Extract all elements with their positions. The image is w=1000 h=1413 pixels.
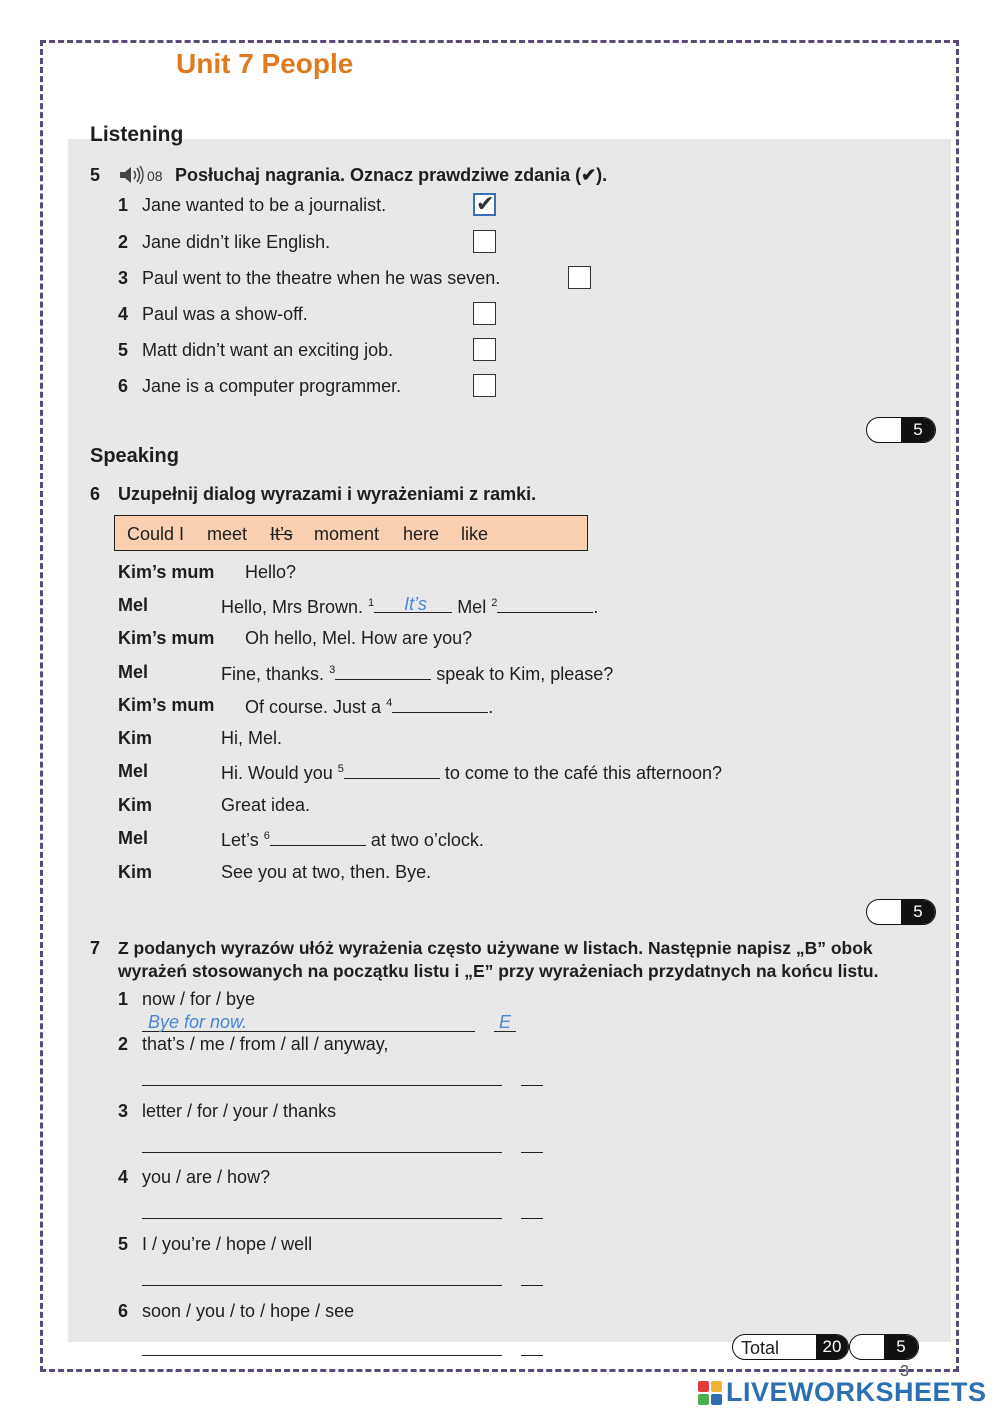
logo-text: LIVEWORKSHEETS	[726, 1377, 987, 1407]
dialog-speaker: Kim	[118, 728, 153, 748]
exercise-number: 6	[90, 484, 101, 504]
item-number: 6	[118, 1301, 129, 1321]
dialog-text: at two o’clock.	[370, 830, 484, 850]
letter-line-2[interactable]	[521, 1066, 543, 1086]
true-checkbox-5[interactable]	[473, 338, 496, 361]
item-number: 2	[118, 1034, 129, 1054]
score-value: 5	[901, 418, 935, 442]
dialog-text: Hello, Mrs Brown.	[221, 597, 364, 617]
score-value: 5	[884, 1335, 918, 1359]
word-prompt: now / for / bye	[142, 989, 256, 1009]
dialog-text: Of course. Just a	[245, 697, 382, 717]
true-checkbox-2[interactable]	[473, 230, 496, 253]
dialog-text: Mel	[457, 597, 487, 617]
true-checkbox-4[interactable]	[473, 302, 496, 325]
audio-track-number: 08	[147, 168, 163, 184]
gap-number: 3	[329, 664, 336, 676]
gap-2-input[interactable]	[497, 595, 593, 613]
dialog-line: See you at two, then. Bye.	[221, 862, 432, 882]
dialog-speaker: Kim’s mum	[118, 562, 215, 582]
dialog-text: Hi. Would you	[221, 763, 333, 783]
statement-text: Jane is a computer programmer.	[142, 376, 402, 396]
score-badge	[866, 417, 936, 443]
dialog-speaker: Mel	[118, 761, 149, 781]
item-number: 5	[118, 340, 129, 360]
dialog-line: Hello?	[245, 562, 297, 582]
item-number: 6	[118, 376, 129, 396]
letter-line-3[interactable]	[521, 1133, 543, 1153]
dialog-text: to come to the café this afternoon?	[444, 763, 723, 783]
dialog-speaker: Kim	[118, 795, 153, 815]
true-checkbox-6[interactable]	[473, 374, 496, 397]
word-prompt: soon / you / to / hope / see	[142, 1301, 355, 1321]
gap-3-input[interactable]	[335, 662, 431, 680]
dialog-line: Oh hello, Mel. How are you?	[245, 628, 473, 648]
word-prompt: that’s / me / from / all / anyway,	[142, 1034, 389, 1054]
answer-line-2[interactable]	[142, 1066, 502, 1086]
dialog-text: .	[488, 697, 494, 717]
gap-number: 2	[491, 597, 498, 609]
item-number: 2	[118, 232, 129, 252]
answer-line-4[interactable]	[142, 1199, 502, 1219]
statement-text: Matt didn’t want an exciting job.	[142, 340, 394, 360]
gap-5-input[interactable]	[344, 761, 440, 779]
true-checkbox-1[interactable]	[473, 193, 496, 216]
dialog-speaker: Mel	[118, 662, 149, 682]
dialog-speaker: Mel	[118, 595, 149, 615]
gap-1-input[interactable]	[374, 595, 452, 613]
exercise-instruction-line-2: wyrażeń stosowanych na początku listu i „E” przy wyrażeniach przydatnych na końcu listu.	[118, 961, 879, 981]
answer-line-6[interactable]	[142, 1336, 502, 1356]
dialog-text: speak to Kim, please?	[436, 664, 614, 684]
statement-text: Paul went to the theatre when he was seven.	[142, 268, 501, 288]
statement-text: Jane didn’t like English.	[142, 232, 331, 252]
item-number: 5	[118, 1234, 129, 1254]
dialog-line	[221, 662, 613, 685]
word-box-item: Could I	[127, 524, 185, 544]
statement-text: Paul was a show-off.	[142, 304, 308, 324]
item-number: 1	[118, 989, 129, 1009]
exercise-instruction: Posłuchaj nagrania. Oznacz prawdziwe zdania (✔).	[175, 165, 608, 185]
total-label: Total	[741, 1338, 780, 1358]
answer-text-1: Bye for now.	[148, 1012, 248, 1032]
gap-1-answer: It’s	[404, 594, 427, 614]
item-number: 3	[118, 268, 129, 288]
word-box-item: moment	[314, 524, 380, 544]
dialog-speaker: Kim’s mum	[118, 628, 215, 648]
letter-answer-1: E	[499, 1012, 512, 1032]
word-box-item: here	[403, 524, 440, 544]
dialog-line: Hi, Mel.	[221, 728, 283, 748]
word-prompt: I / you’re / hope / well	[142, 1234, 313, 1254]
word-box	[114, 515, 588, 551]
dialog-speaker: Kim	[118, 862, 153, 882]
dialog-speaker: Mel	[118, 828, 149, 848]
total-value: 20	[816, 1335, 848, 1359]
gap-number: 5	[337, 763, 344, 775]
dialog-line	[221, 761, 722, 784]
true-checkbox-3[interactable]	[568, 266, 591, 289]
section-title-listening: Listening	[90, 123, 184, 146]
dialog-text: Fine, thanks.	[221, 664, 325, 684]
answer-line-3[interactable]	[142, 1133, 502, 1153]
dialog-line: Great idea.	[221, 795, 311, 815]
score-badge	[866, 899, 936, 925]
total-badge	[732, 1334, 849, 1360]
statement-text: Jane wanted to be a journalist.	[142, 195, 387, 215]
dialog-line	[221, 595, 598, 618]
dialog-line	[245, 695, 493, 718]
answer-line-5[interactable]	[142, 1266, 502, 1286]
score-value: 5	[901, 900, 935, 924]
word-box-item: meet	[207, 524, 248, 544]
item-number: 4	[118, 1167, 129, 1187]
item-number: 1	[118, 195, 129, 215]
audio-icon[interactable]	[118, 165, 148, 187]
dialog-text: .	[593, 597, 599, 617]
dialog-speaker: Kim’s mum	[118, 695, 215, 715]
gap-6-input[interactable]	[270, 828, 366, 846]
exercise-instruction: Uzupełnij dialog wyrazami i wyrażeniami z ramki.	[118, 484, 537, 504]
word-prompt: you / are / how?	[142, 1167, 271, 1187]
letter-line-4[interactable]	[521, 1199, 543, 1219]
gap-number: 6	[263, 830, 270, 842]
gap-number: 1	[368, 597, 375, 609]
exercise-number: 7	[90, 938, 101, 958]
gap-4-input[interactable]	[392, 695, 488, 713]
score-badge	[849, 1334, 919, 1360]
gap-number: 4	[386, 697, 393, 709]
word-box-item: like	[461, 524, 489, 544]
page-number: 3	[900, 1363, 909, 1380]
section-title-speaking: Speaking	[90, 445, 179, 467]
word-box-item-used: It’s	[270, 524, 293, 544]
word-prompt: letter / for / your / thanks	[142, 1101, 337, 1121]
letter-line-5[interactable]	[521, 1266, 543, 1286]
exercise-instruction-line-1: Z podanych wyrazów ułóż wyrażenia często używane w listach. Następnie napisz „B” obok	[118, 938, 873, 958]
letter-line-6[interactable]	[521, 1336, 543, 1356]
logo-grid-icon	[698, 1381, 722, 1405]
exercise-number: 5	[90, 165, 101, 185]
dialog-line	[221, 828, 484, 851]
item-number: 4	[118, 304, 129, 324]
page-title: Unit 7 People	[176, 48, 354, 79]
dialog-text: Let’s	[221, 830, 259, 850]
checkmark-icon: ✔	[476, 191, 495, 216]
item-number: 3	[118, 1101, 129, 1121]
